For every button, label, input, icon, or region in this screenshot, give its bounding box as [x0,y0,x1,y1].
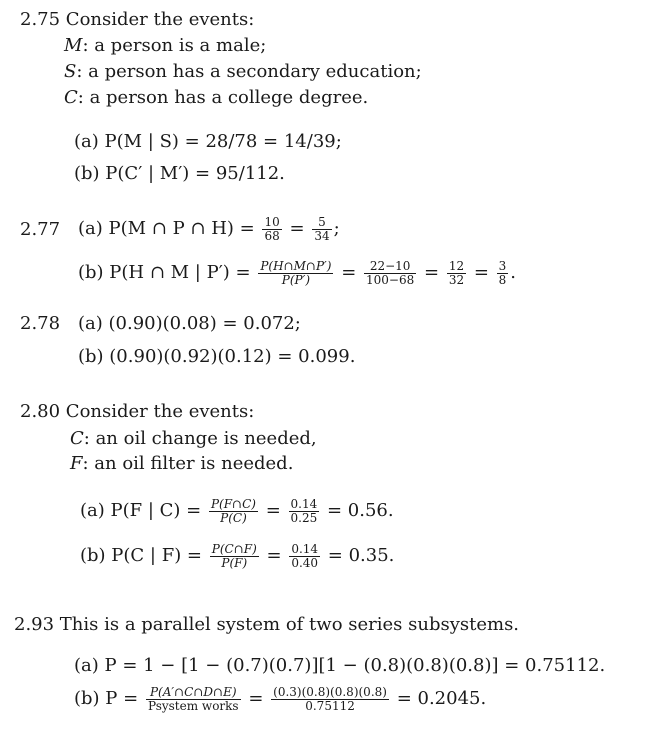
problem-2-75-header: 2.75 Consider the events: [20,9,255,30]
event-m [64,35,266,57]
problem-2-78-number: 2.78 [20,313,61,334]
denominator: 0.75112 [305,698,355,713]
numerator: 22−10 [364,260,416,274]
event-symbol: M [64,35,83,56]
event-text: : an oil change is needed, [83,428,317,449]
fraction [258,260,333,287]
problem-2-80-part-a [80,494,394,528]
equals-sign: = [266,545,282,566]
denominator: 8 [498,272,507,287]
numerator: 5 [312,216,331,230]
denominator: P(P′) [281,272,311,287]
event-text: : a person has a secondary education; [76,61,422,82]
fraction [262,216,281,243]
fraction [146,686,241,713]
fraction [210,543,259,570]
problem-2-80-header: 2.80 Consider the events: [20,401,255,422]
event-f [70,453,293,475]
event-c [64,87,368,109]
equation-lhs: (b) P(C | F) = [80,545,203,566]
event-text: : a person has a college degree. [77,87,369,108]
equals-sign: = [289,218,305,239]
numerator: 10 [264,214,280,229]
fraction [289,543,320,570]
denominator: P(F) [221,555,248,570]
denominator: P(C) [220,510,247,525]
result: = 0.35. [327,545,395,566]
problem-2-80-part-b [80,539,394,573]
denominator: 100−68 [366,272,415,287]
problem-2-78-part-b: (b) (0.90)(0.92)(0.12) = 0.099. [78,346,356,367]
problem-2-77-number: 2.77 [20,219,61,240]
equals-sign: = [473,262,489,283]
denominator: 68 [264,228,280,243]
equation-lhs: (b) P(H ∩ M | P′) = [78,262,251,283]
problem-2-78-part-a: (a) (0.90)(0.08) = 0.072; [78,313,301,334]
fraction [289,498,320,525]
event-s [64,61,422,83]
problem-2-75-part-a: (a) P(M | S) = 28/78 = 14/39; [74,131,342,152]
denominator: 0.25 [290,510,318,525]
numerator: P(A′∩C∩D∩E) [146,686,241,700]
numerator: 3 [498,258,507,273]
result: = 0.2045. [396,688,487,709]
numerator: 12 [448,258,465,273]
equation-lhs: (a) P(M ∩ P ∩ H) = [78,218,255,239]
numerator: 0.14 [291,541,319,556]
terminator: . [510,262,517,283]
problem-2-93-header: 2.93 This is a parallel system of two series subsystems. [14,614,520,635]
problem-2-93-part-b [74,682,486,716]
equals-sign: = [265,500,281,521]
equation-lhs: (a) P(F | C) = [80,500,202,521]
equals-sign: = [248,688,264,709]
equals-sign: = [423,262,440,283]
event-text: : a person is a male; [82,35,267,56]
denominator: 32 [448,272,465,287]
fraction [209,498,258,525]
fraction [497,260,509,287]
event-symbol: S [64,61,77,82]
problem-2-77-part-b [78,256,516,290]
result: = 0.56. [326,500,394,521]
denominator: Psystem works [147,698,239,713]
numerator: P(C∩F) [211,541,257,556]
fraction [271,686,389,713]
equation-lhs: (b) P = [74,688,139,709]
event-symbol: F [70,453,83,474]
event-text: : an oil filter is needed. [82,453,294,474]
denominator: 34 [314,228,330,243]
event-c [70,428,317,450]
problem-2-75-part-b: (b) P(C′ | M′) = 95/112. [74,163,285,184]
event-symbol: C [64,87,78,108]
equals-sign: = [341,262,357,283]
fraction [312,216,331,243]
numerator: P(F∩C) [210,496,256,511]
event-symbol: C [70,428,84,449]
numerator: (0.3)(0.8)(0.8)(0.8) [273,684,387,699]
problem-2-93-part-a: (a) P = 1 − [1 − (0.7)(0.7)][1 − (0.8)(0.8)(0.8)] = 0.75112. [74,655,606,676]
numerator: P(H∩M∩P′) [260,258,332,273]
numerator: 0.14 [290,496,318,511]
terminator: ; [333,218,340,239]
denominator: 0.40 [291,555,319,570]
problem-2-77-part-a [78,213,340,245]
fraction [447,260,466,287]
fraction [364,260,416,287]
